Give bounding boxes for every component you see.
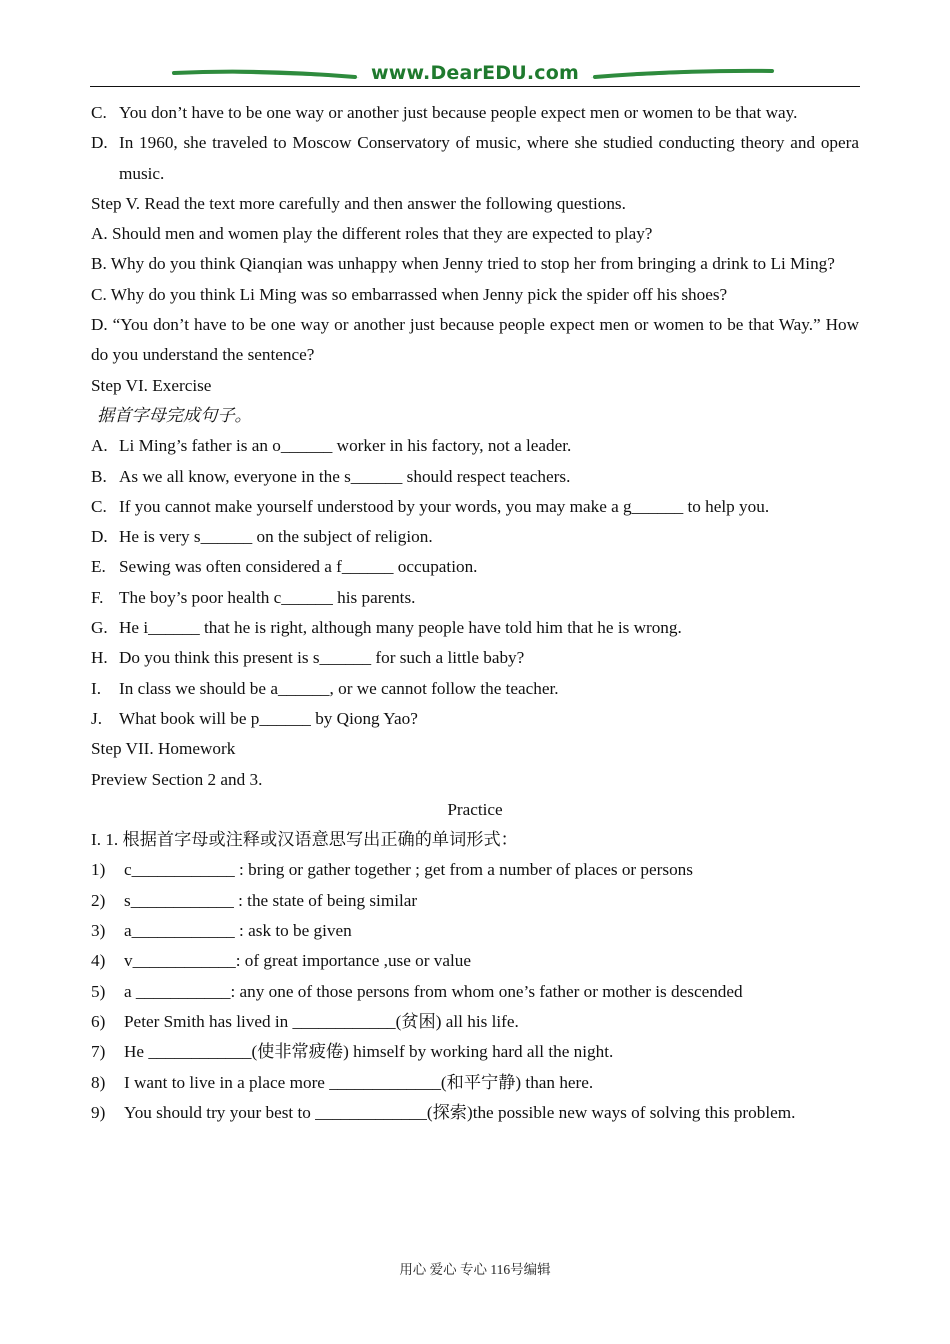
practice-title: Practice <box>447 799 503 819</box>
practice-item <box>91 1007 859 1037</box>
item-label: E. <box>91 557 106 577</box>
item-label: G. <box>91 618 108 638</box>
item-text: If you cannot make yourself understood by your words, you may make a g______ to help you. <box>119 496 770 516</box>
homework-text: Preview Section 2 and 3. <box>91 769 263 789</box>
item-label: 7) <box>91 1042 106 1062</box>
item-text: In class we should be a______, or we cannot follow the teacher. <box>119 678 559 698</box>
item-text: The boy’s poor health c______ his parents. <box>119 587 416 607</box>
exercise-item <box>91 704 859 734</box>
practice-item <box>91 886 859 916</box>
exercise-item <box>91 492 859 522</box>
practice-item <box>91 977 859 1007</box>
item-text: Peter Smith has lived in ____________(贫困) all his life. <box>124 1011 519 1031</box>
item-label: 4) <box>91 951 106 971</box>
question: A. Should men and women play the different roles that they are expected to play? <box>91 224 653 244</box>
document-body <box>91 98 859 1128</box>
practice-item <box>91 1098 859 1128</box>
practice-item <box>91 946 859 976</box>
item-text: In 1960, she traveled to Moscow Conservatory of music, where she studied conducting theory and opera music. <box>119 133 859 183</box>
item-label: A. <box>91 436 108 456</box>
exercise-item <box>91 613 859 643</box>
step-vii-title: Step VII. Homework <box>91 739 236 759</box>
exercise-item <box>91 552 859 582</box>
item-text: Li Ming’s father is an o______ worker in his factory, not a leader. <box>119 436 572 456</box>
list-item <box>91 98 859 128</box>
item-text: a____________ : ask to be given <box>124 921 352 941</box>
item-label: J. <box>91 708 102 728</box>
exercise-item <box>91 431 859 461</box>
item-label: 8) <box>91 1072 106 1092</box>
step-vi-title: Step VI. Exercise <box>91 375 212 395</box>
header-divider <box>90 86 860 87</box>
item-label: 2) <box>91 890 106 910</box>
practice-item <box>91 916 859 946</box>
item-label: 6) <box>91 1011 106 1031</box>
item-label: C. <box>91 496 107 516</box>
item-label: I. <box>91 678 102 698</box>
item-text: What book will be p______ by Qiong Yao? <box>119 708 418 728</box>
exercise-instruction: 据首字母完成句子。 <box>97 405 252 425</box>
practice-item <box>91 1068 859 1098</box>
item-text: I want to live in a place more _____________(和平宁静) than here. <box>124 1072 594 1092</box>
item-text: You should try your best to _____________(探索)the possible new ways of solving this problem. <box>124 1102 796 1122</box>
page-footer: 用心 爱心 专心 116号编辑 <box>399 1262 551 1277</box>
item-text: a ___________: any one of those persons from whom one’s father or mother is descended <box>124 981 743 1001</box>
practice-instruction: I. 1. 根据首字母或注释或汉语意思写出正确的单词形式： <box>91 830 518 850</box>
item-label: H. <box>91 648 108 668</box>
item-text: s____________ : the state of being similar <box>124 890 418 910</box>
exercise-item <box>91 522 859 552</box>
practice-item <box>91 855 859 885</box>
item-text: Do you think this present is s______ for such a little baby? <box>119 648 525 668</box>
page-header <box>90 62 860 90</box>
exercise-item <box>91 643 859 673</box>
item-text: He is very s______ on the subject of religion. <box>119 527 433 547</box>
question: B. Why do you think Qianqian was unhappy when Jenny tried to stop her from bringing a drink to Li Ming? <box>91 254 835 274</box>
logo-text: www.DearEDU.com <box>370 62 580 84</box>
item-text: c____________ : bring or gather together ; get from a number of places or persons <box>124 860 693 880</box>
item-text: He ____________(使非常疲倦) himself by working hard all the night. <box>124 1042 614 1062</box>
item-text: He i______ that he is right, although many people have told him that he is wrong. <box>119 618 682 638</box>
item-label: D. <box>91 133 108 153</box>
item-label: 1) <box>91 860 106 880</box>
item-label: F. <box>91 587 104 607</box>
item-label: 9) <box>91 1102 106 1122</box>
item-label: 5) <box>91 981 106 1001</box>
item-text: As we all know, everyone in the s______ should respect teachers. <box>119 466 571 486</box>
item-text: Sewing was often considered a f______ occupation. <box>119 557 478 577</box>
item-text: v____________: of great importance ,use or value <box>124 951 471 971</box>
item-label: B. <box>91 466 107 486</box>
question: C. Why do you think Li Ming was so embarrassed when Jenny pick the spider off his shoes? <box>91 284 728 304</box>
practice-item <box>91 1037 859 1067</box>
list-item <box>91 128 859 189</box>
question: D. “You don’t have to be one way or another just because people expect men or women to be that Way.” How do you understand the sentence? <box>91 315 859 365</box>
exercise-item <box>91 462 859 492</box>
exercise-item <box>91 583 859 613</box>
item-text: You don’t have to be one way or another just because people expect men or women to be that way. <box>119 103 798 122</box>
item-label: 3) <box>91 921 106 941</box>
item-label: C. <box>91 103 107 122</box>
item-label: D. <box>91 527 108 547</box>
step-v-title: Step V. Read the text more carefully and then answer the following questions. <box>91 193 626 213</box>
exercise-item <box>91 674 859 704</box>
